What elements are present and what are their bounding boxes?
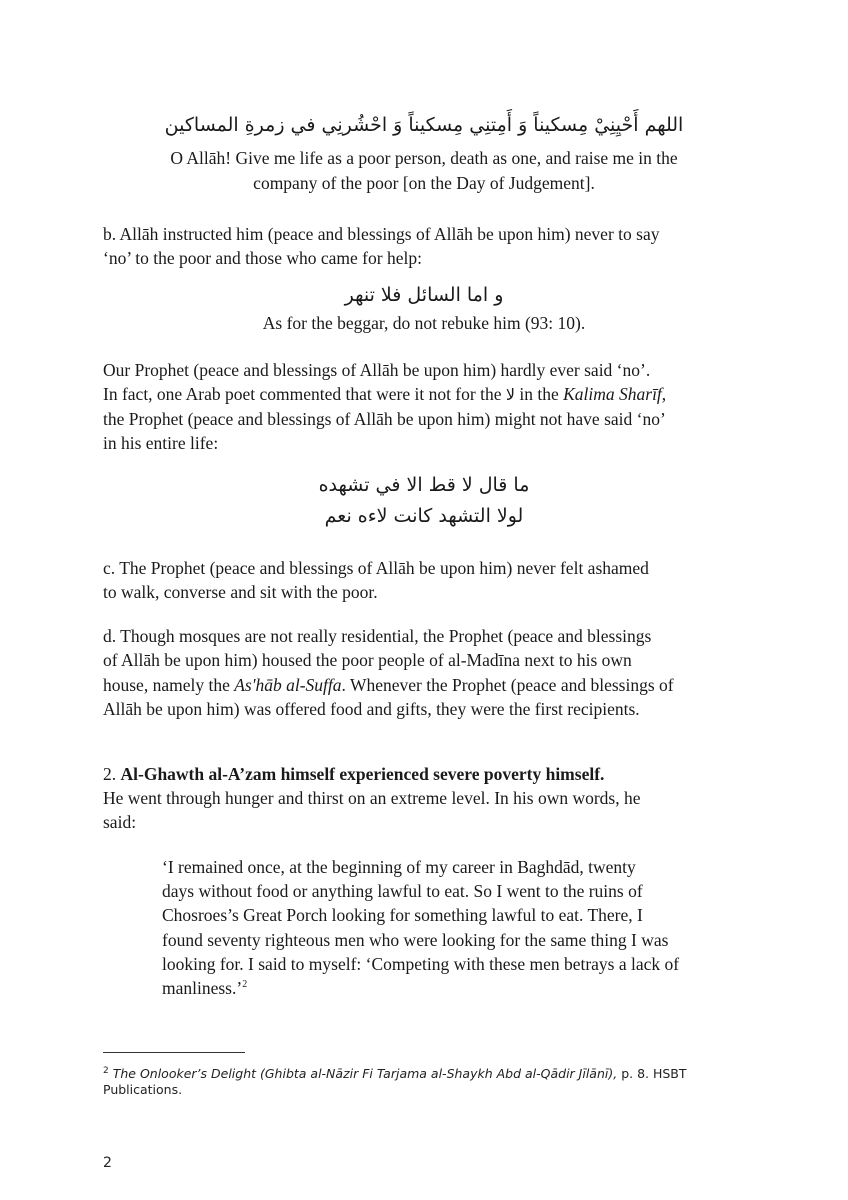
para-prophet-line-2-c: , — [661, 384, 667, 404]
poem-line-2: لولا التشهد كانت لاءه نعم — [324, 505, 524, 527]
para-d-line-3-a: house, namely the — [103, 675, 235, 695]
footnote-reference[interactable]: 2 — [242, 979, 248, 991]
footnote-separator — [103, 1052, 245, 1053]
dua-translation-line-2: company of the poor [on the Day of Judgement]. — [253, 173, 595, 193]
para-d-line-4: Allāh be upon him) was offered food and gifts, they were the first recipients. — [103, 699, 640, 719]
section-2-number: 2. — [103, 764, 121, 784]
para-d-line-3 — [103, 673, 674, 698]
section-2-line-3: said: — [103, 812, 137, 832]
footnote-line-1 — [103, 1063, 687, 1082]
para-d-line-1: d. Though mosques are not really residential, the Prophet (peace and blessings — [103, 626, 652, 646]
footnote-page-ref: p. 8. HSBT — [617, 1066, 687, 1082]
dua-arabic: اللهم أَحْيِنِيْ مِسكيناً وَ أَمِتنِي مِسكيناً وَ احْشُرنِي في زمرةِ المساكين — [164, 114, 684, 136]
para-d-line-3-b: . Whenever the Prophet (peace and blessings of — [341, 675, 674, 695]
section-2-line-2: He went through hunger and thirst on an extreme level. In his own words, he — [103, 788, 641, 808]
footnote-line-2: Publications. — [103, 1082, 183, 1097]
para-prophet-line-4: in his entire life: — [103, 433, 219, 453]
para-b-line-2: ‘no’ to the poor and those who came for help: — [103, 248, 422, 268]
verse-arabic: و اما السائل فلا تنهر — [344, 284, 504, 306]
para-c-line-1: c. The Prophet (peace and blessings of Allāh be upon him) never felt ashamed — [103, 558, 649, 578]
poem-line-1: ما قال لا قط الا في تشهده — [318, 474, 530, 496]
footnote-marker: 2 — [103, 1066, 109, 1076]
quote-line-3: Chosroes’s Great Porch looking for something lawful to eat. There, I — [162, 905, 643, 925]
ashab-al-suffa: As'hāb al-Suffa — [234, 675, 342, 695]
para-c-line-2: to walk, converse and sit with the poor. — [103, 582, 378, 602]
para-prophet-line-2-b: in the — [514, 384, 564, 404]
quote-line-6 — [162, 976, 247, 1001]
para-prophet-line-2 — [103, 382, 666, 408]
section-2-heading-line — [103, 762, 604, 787]
quote-line-5: looking for. I said to myself: ‘Competing with these men betrays a lack of — [162, 954, 680, 974]
page-number: 2 — [103, 1155, 112, 1171]
dua-translation-line-1: O Allāh! Give me life as a poor person, death as one, and raise me in the — [170, 148, 678, 168]
para-prophet-line-2-a: In fact, one Arab poet commented that were it not for the — [103, 384, 506, 404]
footnote-title: The Onlooker’s Delight (Ghibta al-Nāzir Fi Tarjama al-Shaykh Abd al-Qādir Jīlānī), — [112, 1066, 618, 1082]
para-b-line-1: b. Allāh instructed him (peace and blessings of Allāh be upon him) never to say — [103, 224, 660, 244]
quote-line-6-text: manliness.’ — [162, 978, 243, 998]
verse-translation: As for the beggar, do not rebuke him (93: 10). — [262, 313, 586, 333]
quote-line-2: days without food or anything lawful to eat. So I went to the ruins of — [162, 881, 643, 901]
section-2-heading: Al-Ghawth al-A’zam himself experienced severe poverty himself. — [120, 764, 605, 784]
kalima-sharif: Kalima Sharīf — [563, 384, 662, 404]
inline-arabic-la: لا — [505, 385, 515, 404]
quote-line-4: found seventy righteous men who were looking for the same thing I was — [162, 930, 669, 950]
para-d-line-2: of Allāh be upon him) housed the poor people of al-Madīna next to his own — [103, 650, 632, 670]
para-prophet-line-3: the Prophet (peace and blessings of Allāh be upon him) might not have said ‘no’ — [103, 409, 666, 429]
quote-line-1: ‘I remained once, at the beginning of my career in Baghdād, twenty — [162, 857, 636, 877]
para-prophet-line-1: Our Prophet (peace and blessings of Allāh be upon him) hardly ever said ‘no’. — [103, 360, 651, 380]
